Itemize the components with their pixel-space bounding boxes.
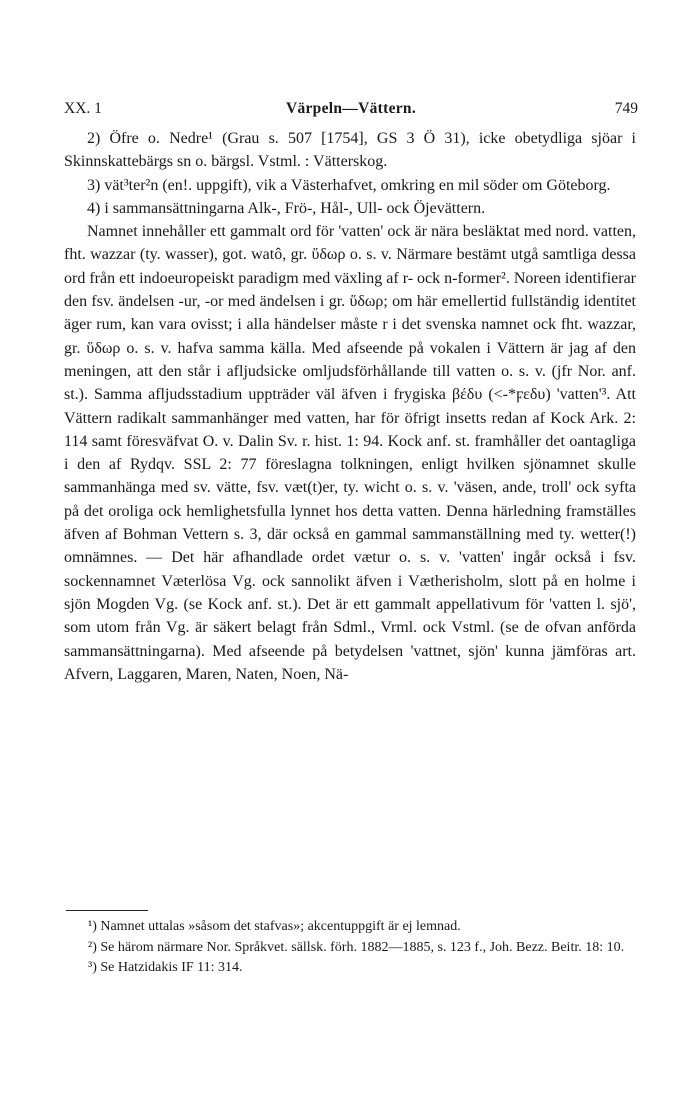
page-number: 749: [614, 100, 638, 117]
footnote-divider: [66, 910, 148, 911]
paragraph-etymology: Namnet innehåller ett gammalt ord för 'vatten' ock är nära besläktat med nord. vatten, fht. wazzar (ty. wasser), got. watô, gr. ὕδωρ o. s. v. Närmare bestämt utgå samtliga dessa ord från ett indoeuropeiskt paradigm med växling af r- ock n-former². Noreen identifierar den fsv. ändelsen -ur, -or med ändelsen i gr. ὕδωρ; om här emellertid fullständig identitet äger rum, kan vara ovisst; i alla händelser måste r i det svenska namnet ock fht. wazzar, gr. ὕδωρ o. s. v. hafva samma källa. Med afseende på vokalen i Vättern är jag af den meningen, att den står i afljudsicke omljudsförhållande till vatten o. s. v. (jfr Nor. anf. st.). Samma afljudsstadium uppträder väl äfven i frygiska βέδυ (<-*ϝεδυ) 'vatten'³. Att Vättern radikalt sammanhänger med vatten, har för öfrigt insetts redan af Kock Ark. 2: 114 samt föresväfvat O. v. Dalin Sv. r. hist. 1: 94. Kock anf. st. framhåller det oantagliga i den af Rydqv. SSL 2: 77 föreslagna tolkningen, enligt hvilken sjönamnet skulle sammanhänga med sv. vätte, fsv. væt(t)er, ty. wicht o. s. v. 'väsen, ande, troll' ock syfta på det oroliga ock hemlighetsfulla lynnet hos detta vatten. Denna härledning framställes äfven af Bohman Vettern s. 3, där också en gammal sammanställning med ty. wetter(!) omnämnes. — Det här afhandlade ordet vætur o. s. v. 'vatten' ingår också i fsv. sockennamnet Væterlösa Vg. ock sannolikt äfven i Vætherisholm, slott på en holme i sjön Mogden Vg. (se Kock anf. st.). Det är ett gammalt appellativum för 'vatten l. sjö', som utom från Vg. är säkert belagt från Sdml., Vrml. ock Vstml. (se de ofvan anförda sammansättningarna). Med afseende på betydelsen 'vattnet, sjön' kunna jämföras art. Afvern, Laggaren, Maren, Naten, Noen, Nä-: [64, 223, 636, 683]
footnote-1: ¹) Namnet uttalas »såsom det stafvas»; akcentuppgift är ej lemnad.: [88, 919, 461, 934]
footnote-2: ²) Se härom närmare Nor. Språkvet. sällsk. förh. 1882—1885, s. 123 f., Joh. Bezz. Beitr. 18: 10.: [88, 939, 625, 955]
footnotes: [64, 917, 636, 979]
body-text: [64, 127, 636, 686]
running-header: [64, 100, 638, 124]
paragraph-item-3: 3) vät³ter²n (en!. uppgift), vik a Västerhafvet, omkring en mil söder om Göteborg.: [87, 176, 611, 194]
paragraph-item-4: 4) i sammansättningarna Alk-, Frö-, Hål-, Ull- ock Öjevättern.: [87, 199, 486, 217]
chapter-label: XX. 1: [64, 100, 102, 117]
footnote-3: ³) Se Hatzidakis IF 11: 314.: [88, 960, 243, 975]
running-title: Värpeln—Vättern.: [285, 100, 417, 117]
paragraph-item-2: 2) Öfre o. Nedre¹ (Grau s. 507 [1754], GS 3 Ö 31), icke obetydliga sjöar i Skinnskattebärgs sn o. bärgsl. Vstml. : Vätterskog.: [64, 130, 636, 171]
